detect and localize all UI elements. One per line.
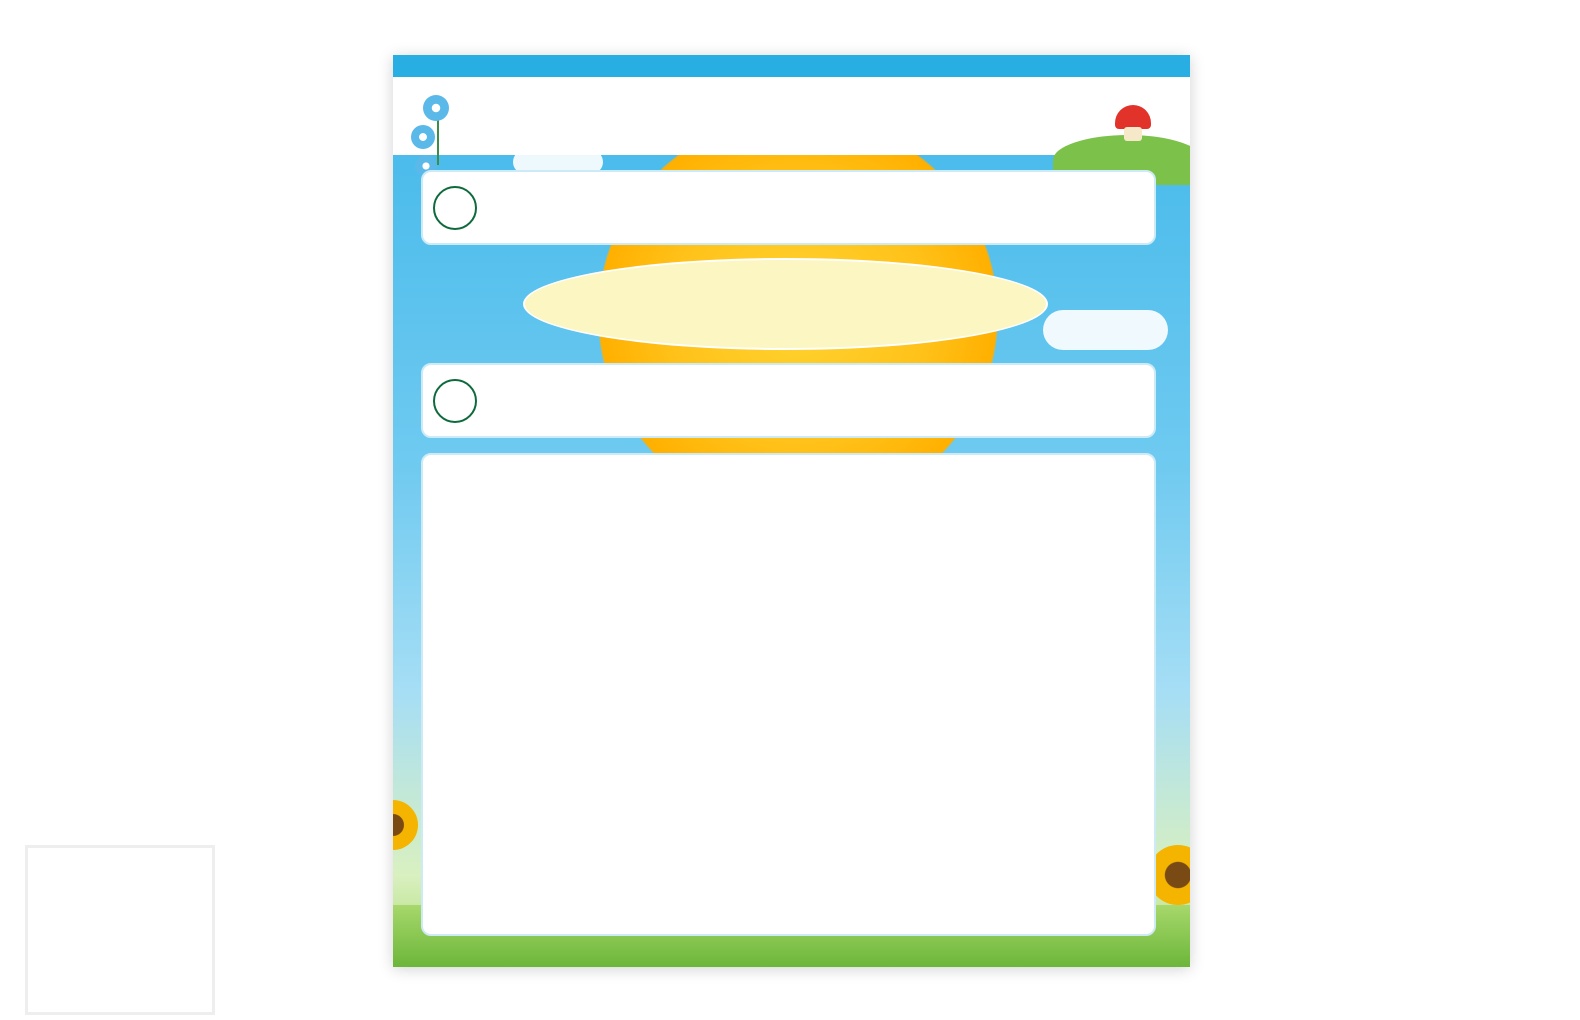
flower-icon <box>423 95 449 121</box>
table-card <box>421 453 1156 936</box>
poster <box>393 55 1190 967</box>
top-bar <box>393 55 1190 77</box>
soft-row <box>525 306 1046 332</box>
letters-card <box>421 170 1156 245</box>
sounds-count-badge <box>433 379 477 423</box>
sunflower-icon <box>393 800 418 850</box>
flower-icon <box>411 125 435 149</box>
hard-row <box>525 270 1046 296</box>
sounds-card <box>421 363 1156 438</box>
mushroom-stem <box>1124 127 1142 141</box>
cloud-decoration <box>1043 310 1168 350</box>
letters-count-badge <box>433 186 477 230</box>
hard-soft-oval <box>523 258 1048 350</box>
watermark-logo <box>25 845 215 1015</box>
